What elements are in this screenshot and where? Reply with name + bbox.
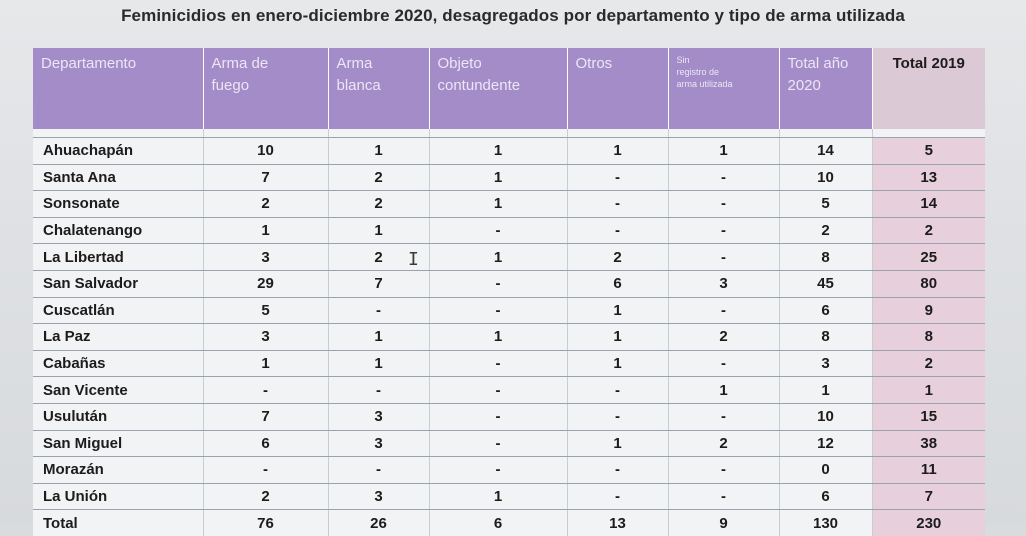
cell-blanca: 1 (328, 138, 429, 165)
cell-dept: San Miguel (33, 430, 203, 457)
cell-fuego: 5 (203, 297, 328, 324)
cell-t2020: 2 (779, 217, 872, 244)
cell-fuego: 1 (203, 350, 328, 377)
cell-sin: - (668, 191, 779, 218)
cell-objeto: - (429, 350, 567, 377)
cell-t2020: 10 (779, 403, 872, 430)
cell-t2019: 15 (872, 403, 985, 430)
cell-sin: - (668, 483, 779, 510)
cell-otros: - (567, 483, 668, 510)
cell-dept: Cuscatlán (33, 297, 203, 324)
cell-t2019: 14 (872, 191, 985, 218)
cell-sin: - (668, 457, 779, 484)
cell-dept: Santa Ana (33, 164, 203, 191)
cell-objeto: 1 (429, 191, 567, 218)
cell-t2020: 3 (779, 350, 872, 377)
cell-blanca: 3 (328, 483, 429, 510)
cell-fuego: 10 (203, 138, 328, 165)
cell-t2019: 230 (872, 510, 985, 536)
cell-otros: 13 (567, 510, 668, 536)
cell-otros: - (567, 403, 668, 430)
cell-t2020: 8 (779, 324, 872, 351)
cell-fuego: 2 (203, 483, 328, 510)
cell-fuego: - (203, 457, 328, 484)
cell-fuego: 6 (203, 430, 328, 457)
cell-t2020: 130 (779, 510, 872, 536)
cell-fuego: 7 (203, 164, 328, 191)
table-row (33, 430, 985, 457)
cell-blanca: 1 (328, 324, 429, 351)
cell-fuego: - (203, 377, 328, 404)
cell-t2020: 5 (779, 191, 872, 218)
cell-t2020: 10 (779, 164, 872, 191)
cell-objeto: 1 (429, 138, 567, 165)
cell-blanca: 1 (328, 217, 429, 244)
cell-t2019: 1 (872, 377, 985, 404)
header-departamento: Departamento (33, 48, 203, 129)
cell-otros: 1 (567, 138, 668, 165)
cell-t2019: 80 (872, 270, 985, 297)
cell-sin: - (668, 164, 779, 191)
cell-dept: Ahuachapán (33, 138, 203, 165)
cell-objeto: - (429, 270, 567, 297)
cell-otros: 1 (567, 297, 668, 324)
cell-sin: 2 (668, 430, 779, 457)
cell-t2020: 45 (779, 270, 872, 297)
cell-fuego: 29 (203, 270, 328, 297)
cell-dept: Sonsonate (33, 191, 203, 218)
cell-dept: La Paz (33, 324, 203, 351)
cell-dept: San Salvador (33, 270, 203, 297)
cell-dept: Chalatenango (33, 217, 203, 244)
cell-blanca: 3 (328, 403, 429, 430)
cell-t2019: 25 (872, 244, 985, 271)
cell-dept: La Unión (33, 483, 203, 510)
cell-t2020: 8 (779, 244, 872, 271)
cell-t2019: 7 (872, 483, 985, 510)
header-total-2020: Total año 2020 (779, 48, 872, 129)
cell-blanca: 1 (328, 350, 429, 377)
cell-otros: - (567, 191, 668, 218)
cell-sin: - (668, 297, 779, 324)
header-objeto-contundente: Objeto contundente (429, 48, 567, 129)
cell-t2019: 2 (872, 350, 985, 377)
cell-fuego: 76 (203, 510, 328, 536)
table-row (33, 403, 985, 430)
cell-objeto: - (429, 297, 567, 324)
table-row (33, 483, 985, 510)
cell-objeto: 1 (429, 324, 567, 351)
table-row (33, 350, 985, 377)
cell-otros: - (567, 457, 668, 484)
cell-objeto: 1 (429, 164, 567, 191)
spacer-row (33, 129, 985, 138)
table-row (33, 377, 985, 404)
cell-objeto: - (429, 217, 567, 244)
cell-otros: - (567, 377, 668, 404)
cell-t2019: 8 (872, 324, 985, 351)
cell-sin: - (668, 350, 779, 377)
table-row (33, 164, 985, 191)
cell-sin: 1 (668, 138, 779, 165)
cell-objeto: 1 (429, 483, 567, 510)
header-otros: Otros (567, 48, 668, 129)
cell-dept: La Libertad (33, 244, 203, 271)
table-header-row (33, 48, 985, 129)
cell-t2020: 1 (779, 377, 872, 404)
cell-otros: 1 (567, 324, 668, 351)
cell-objeto: - (429, 377, 567, 404)
table-row (33, 191, 985, 218)
cell-t2020: 6 (779, 297, 872, 324)
header-arma-fuego: Arma de fuego (203, 48, 328, 129)
cell-dept: Morazán (33, 457, 203, 484)
cell-otros: - (567, 164, 668, 191)
cell-blanca: 2 (328, 244, 429, 271)
cell-fuego: 2 (203, 191, 328, 218)
cell-sin: 2 (668, 324, 779, 351)
cell-fuego: 3 (203, 244, 328, 271)
cell-fuego: 1 (203, 217, 328, 244)
cell-blanca: - (328, 297, 429, 324)
cell-sin: - (668, 244, 779, 271)
cell-otros: 6 (567, 270, 668, 297)
cell-dept: Usulután (33, 403, 203, 430)
cell-otros: 2 (567, 244, 668, 271)
cell-t2020: 6 (779, 483, 872, 510)
cell-fuego: 7 (203, 403, 328, 430)
cell-sin: 3 (668, 270, 779, 297)
cell-blanca: 3 (328, 430, 429, 457)
cell-dept: Total (33, 510, 203, 536)
table-row (33, 138, 985, 165)
page-title: Feminicidios en enero-diciembre 2020, desagregados por departamento y tipo de arma utilizada (121, 6, 905, 25)
cell-otros: 1 (567, 430, 668, 457)
cell-blanca: 7 (328, 270, 429, 297)
table-row (33, 217, 985, 244)
table-row (33, 244, 985, 271)
cell-objeto: 1 (429, 244, 567, 271)
cell-objeto: - (429, 403, 567, 430)
text-cursor-icon: I (408, 249, 419, 270)
table-row (33, 457, 985, 484)
cell-blanca: - (328, 377, 429, 404)
cell-t2019: 5 (872, 138, 985, 165)
cell-fuego: 3 (203, 324, 328, 351)
cell-blanca: 2 (328, 191, 429, 218)
table-row (33, 324, 985, 351)
table-row (33, 297, 985, 324)
cell-blanca: - (328, 457, 429, 484)
header-sin-registro: Sin registro de arma utilizada (668, 48, 779, 129)
table-row (33, 270, 985, 297)
cell-dept: Cabañas (33, 350, 203, 377)
cell-t2019: 9 (872, 297, 985, 324)
cell-t2019: 11 (872, 457, 985, 484)
cell-sin: - (668, 403, 779, 430)
cell-otros: 1 (567, 350, 668, 377)
header-total-2019: Total 2019 (872, 48, 985, 129)
cell-t2019: 13 (872, 164, 985, 191)
header-arma-blanca: Arma blanca (328, 48, 429, 129)
table-total-row (33, 510, 985, 536)
cell-t2020: 14 (779, 138, 872, 165)
cell-sin: 1 (668, 377, 779, 404)
cell-t2020: 0 (779, 457, 872, 484)
cell-t2020: 12 (779, 430, 872, 457)
cell-objeto: - (429, 430, 567, 457)
feminicide-table (33, 48, 985, 536)
cell-blanca: 2 (328, 164, 429, 191)
cell-objeto: - (429, 457, 567, 484)
cell-otros: - (567, 217, 668, 244)
cell-objeto: 6 (429, 510, 567, 536)
cell-t2019: 2 (872, 217, 985, 244)
cell-sin: - (668, 217, 779, 244)
cell-blanca: 26 (328, 510, 429, 536)
cell-t2019: 38 (872, 430, 985, 457)
cell-dept: San Vicente (33, 377, 203, 404)
cell-sin: 9 (668, 510, 779, 536)
